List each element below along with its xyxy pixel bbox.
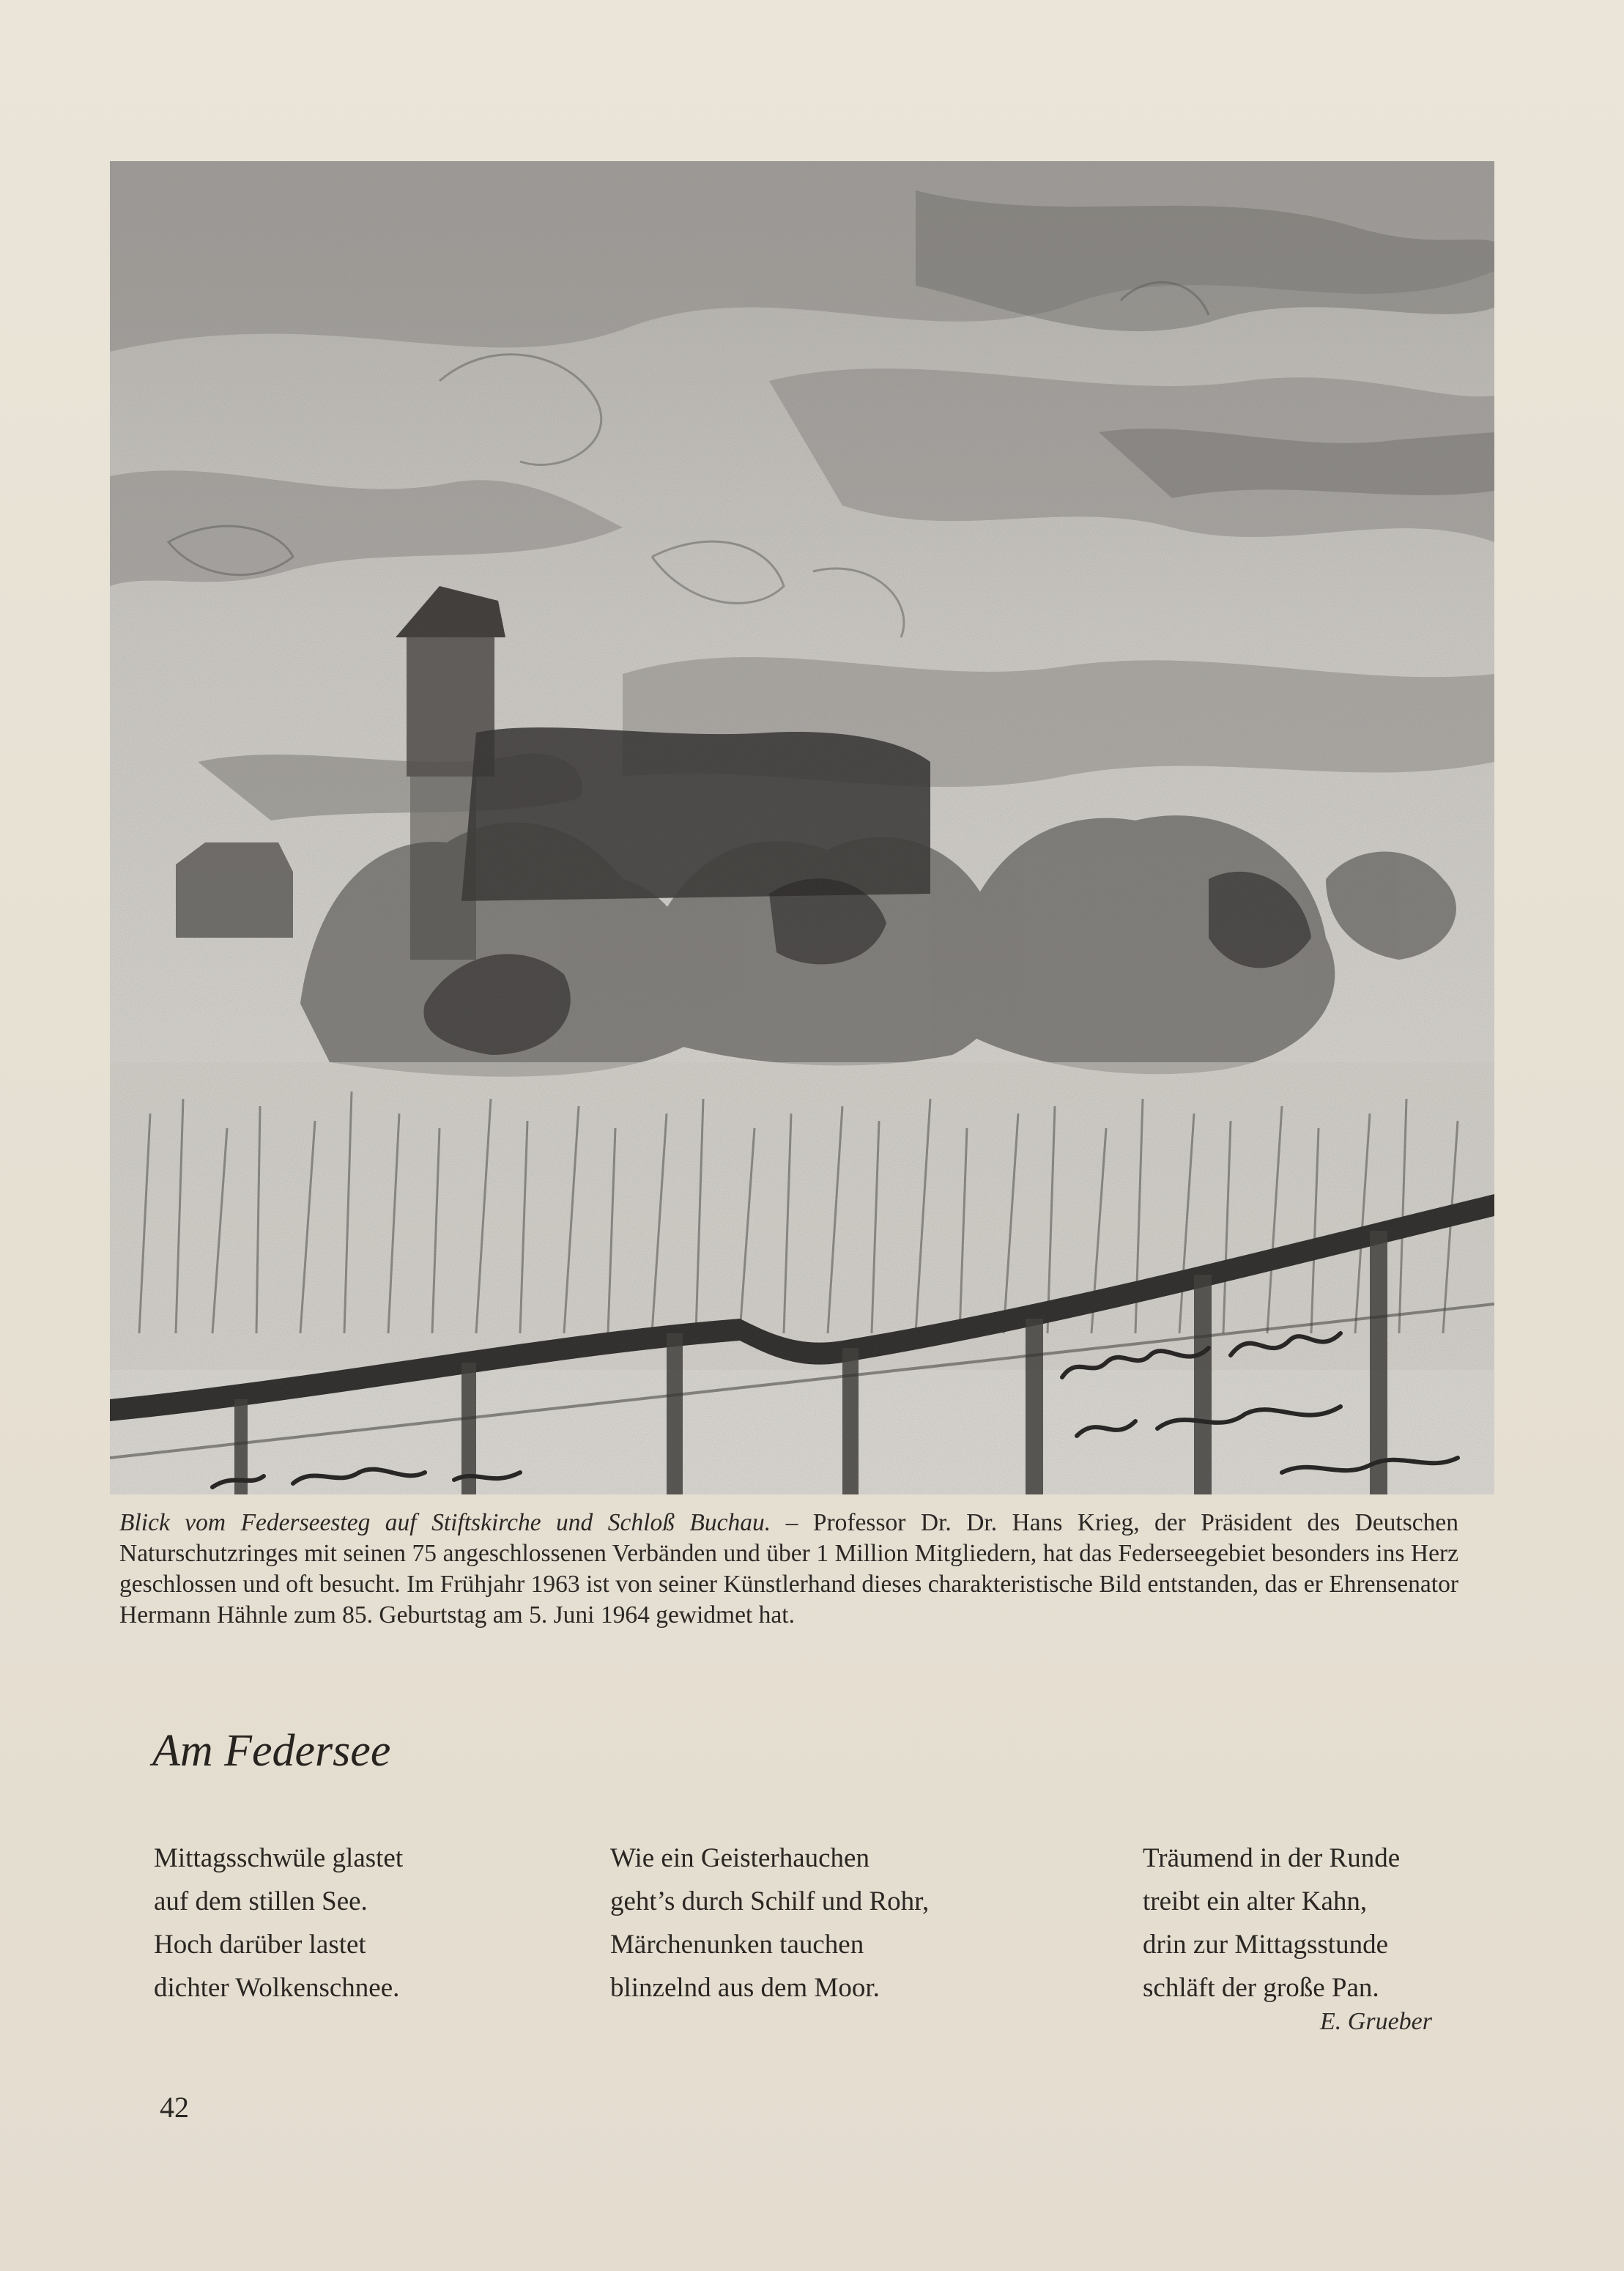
- illustration-caption: [119, 1508, 1458, 1631]
- poem-line: Märchenunken tauchen: [610, 1930, 864, 1960]
- sketch-illustration: [110, 161, 1494, 1494]
- poem-stanza-1: [154, 1837, 403, 2009]
- poem-line: drin zur Mittagsstunde: [1143, 1930, 1389, 1960]
- poem-line: schläft der große Pan.: [1143, 1973, 1379, 2003]
- poem-line: Mittagsschwüle glastet: [154, 1843, 404, 1873]
- poem-line: Wie ein Geisterhauchen: [610, 1843, 870, 1873]
- caption-lead: Blick vom Federseesteg auf Stiftskirche und Schloß Buchau.: [119, 1509, 771, 1536]
- poem-line: dichter Wolkenschnee.: [154, 1973, 400, 2003]
- poem-line: auf dem stillen See.: [154, 1886, 368, 1916]
- poem-line: Träumend in der Runde: [1143, 1843, 1401, 1873]
- charcoal-drawing: [110, 161, 1494, 1494]
- caption-body: – Professor Dr. Dr. Hans Krieg, der Präsident des Deutschen Naturschutzringes mit seinen 75 angeschlossenen Verbänden und über 1 Million Mitgliedern, hat das Federseegebiet besonders ins Herz geschlossen und oft besucht. Im Frühjahr 1963 ist von seiner Künstlerhand dieses charakteristische Bild entstanden, das er Ehrensenator Hermann Hähnle zum 85. Geburtstag am 5. Juni 1964 gewidmet hat.: [119, 1509, 1458, 1629]
- poem-line: geht’s durch Schilf und Rohr,: [610, 1886, 930, 1916]
- poem-stanza-2: [610, 1837, 929, 2009]
- poem-line: treibt ein alter Kahn,: [1143, 1886, 1368, 1916]
- poem-stanza-3: [1143, 1837, 1400, 2009]
- poem-author: E. Grueber: [1320, 2008, 1432, 2035]
- poem-line: blinzelnd aus dem Moor.: [610, 1973, 880, 2003]
- poem-line: Hoch darüber lastet: [154, 1930, 366, 1960]
- page-number: 42: [160, 2091, 189, 2124]
- poem-title: Am Federsee: [152, 1726, 391, 1776]
